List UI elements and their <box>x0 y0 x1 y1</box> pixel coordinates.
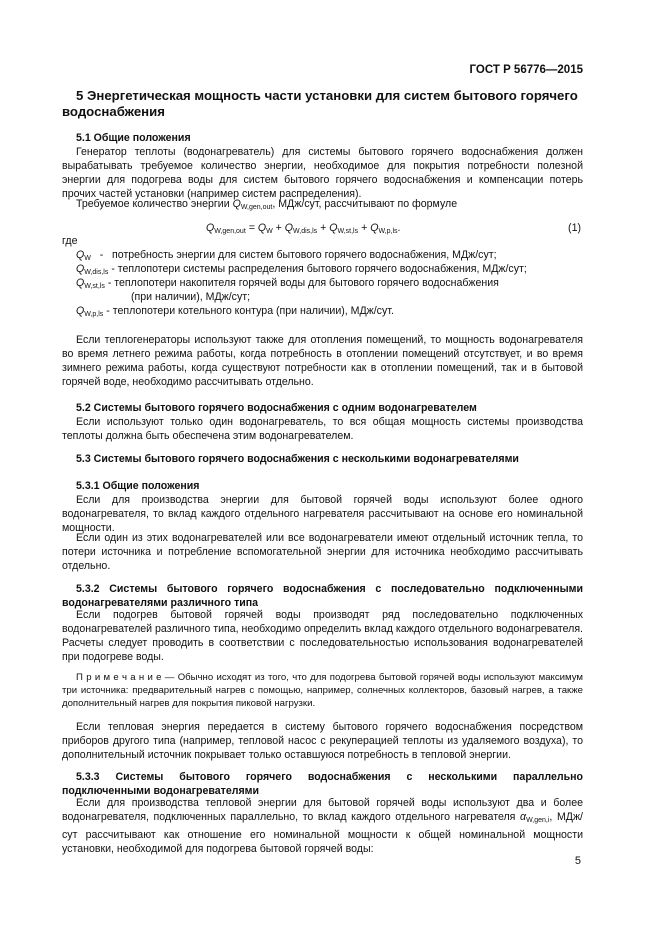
section-5-title: 5 Энергетическая мощность части установки для систем бытового горячего водоснабжения <box>62 88 578 119</box>
section-5-3-1-paragraph-1: Если для производства энергии для бытовой горячей воды используют более одного водонагревателя, то вклад каждого отдельного нагревателя рассчитывают на основе его номинальной мощности. <box>62 494 583 534</box>
standard-designation: ГОСТ Р 56776—2015 <box>469 64 583 76</box>
note <box>62 671 583 710</box>
section-5-3-1-heading: 5.3.1 Общие положения <box>76 480 200 492</box>
note-text: Обычно исходят из того, что для подогрева бытовой горячей воды используют максимум три источника: предварительный нагрев с помощью, например, солнечных коллекторов, базовый нагрев, а также дополнительный нагрев для покрытия пиковой нагрузки. <box>62 672 583 709</box>
formula-1: $Q_{W,gen,out} = Q_W + Q_{W,dis,ls} + Q_{W,st,ls} + Q_{W,p,ls}$. <box>206 222 401 235</box>
section-5-3-2-paragraph-2: Если тепловая энергия передается в систему бытового горячего водоснабжения посредством приборов другого типа (например, тепловой насос с рекуперацией теплоты из удаляемого воздуха), то дополнительный источник покрывает только оставшуюся потребность в тепловой энергии. <box>62 721 583 761</box>
definition-row: $Q_{W,st,ls}$ - теплопотери накопителя горячей воды для бытового горячего водоснабжения <box>76 277 499 290</box>
definition-row: $Q_W$ - потребность энергии для систем бытового горячего водоснабжения, МДж/сут; <box>76 249 497 262</box>
section-5-3-2-paragraph-1: Если подогрев бытовой горячей воды производят ряд последовательно подключенных водонагревателей различного типа, необходимо определить вклад каждого отдельного водонагревателя. Расчеты следует проводить в соответствии с последовательностью использования водонагревателей при подогреве воды. <box>62 609 583 663</box>
section-5-3-1-paragraph-2: Если один из этих водонагревателей или все водонагреватели имеют отдельный источник тепла, то потери источника и потребление вспомогательной энергии для источника необходимо рассчитывать отдельно. <box>62 532 583 572</box>
section-5-3-3-heading: 5.3.3 Системы бытового горячего водоснабжения с несколькими параллельно подключенными водонагревателями <box>62 771 583 797</box>
definition-row: $Q_{W,p,ls}$ - теплопотери котельного контура (при наличии), МДж/сут. <box>76 305 394 318</box>
formula-number: (1) <box>568 222 581 234</box>
definition-row-continuation: (при наличии), МДж/сут; <box>131 291 251 303</box>
section-5-3-2-heading: 5.3.2 Системы бытового горячего водоснабжения с последовательно подключенными водонагревателями различного типа <box>62 583 583 609</box>
section-5-2-paragraph-1: Если используют только один водонагреватель, то вся общая мощность системы производства теплоты должна быть обеспечена этим водонагревателем. <box>62 416 583 442</box>
section-5-1-paragraph-1: Генератор теплоты (водонагреватель) для системы бытового горячего водоснабжения должен вырабатывать требуемое количество энергии, необходимое для покрытия потребности полезной энергии для подогрева воды для систем бытового горячего водоснабжения и компенсации потерь прочих частей установки (например систем распределения). <box>62 146 583 200</box>
section-5-1-paragraph-2: Требуемое количество энергии $Q_{W,gen,out}$, МДж/сут, рассчитывают по формуле <box>76 198 458 211</box>
section-5-3-heading: 5.3 Системы бытового горячего водоснабжения с несколькими водонагревателями <box>76 453 519 465</box>
section-5-3-3-paragraph-1: Если для производства тепловой энергии для бытовой горячей воды используют два и более водонагревателя, подключенных параллельно, то вклад каждого отдельного нагревателя $\alpha_{W,gen,i}$, МДж/сут рассчитывают как отношение его номинальной мощности к общей номинальной мощности установки, необходимой для подогрева бытовой горячей воды: <box>62 797 583 855</box>
note-label: П р и м е ч а н и е — <box>76 672 175 683</box>
page-number: 5 <box>574 855 581 867</box>
where-label: где <box>62 235 78 247</box>
section-5-2-heading: 5.2 Системы бытового горячего водоснабжения с одним водонагревателем <box>76 402 477 414</box>
section-5-1-heading: 5.1 Общие положения <box>76 132 191 144</box>
section-5-1-paragraph-3: Если теплогенераторы используют также для отопления помещений, то мощность водонагревателя во время летнего режима работы, когда потребность в отоплении помещений отсутствует, и во время зимнего режима работы, когда существуют потребности как в отоплении помещений, так и в бытовой горячей воде, необходимо рассчитывать отдельно. <box>62 334 583 388</box>
definition-row: $Q_{W,dis,ls}$ - теплопотери системы распределения бытового горячего водоснабжения, МДж/сут; <box>76 263 527 276</box>
